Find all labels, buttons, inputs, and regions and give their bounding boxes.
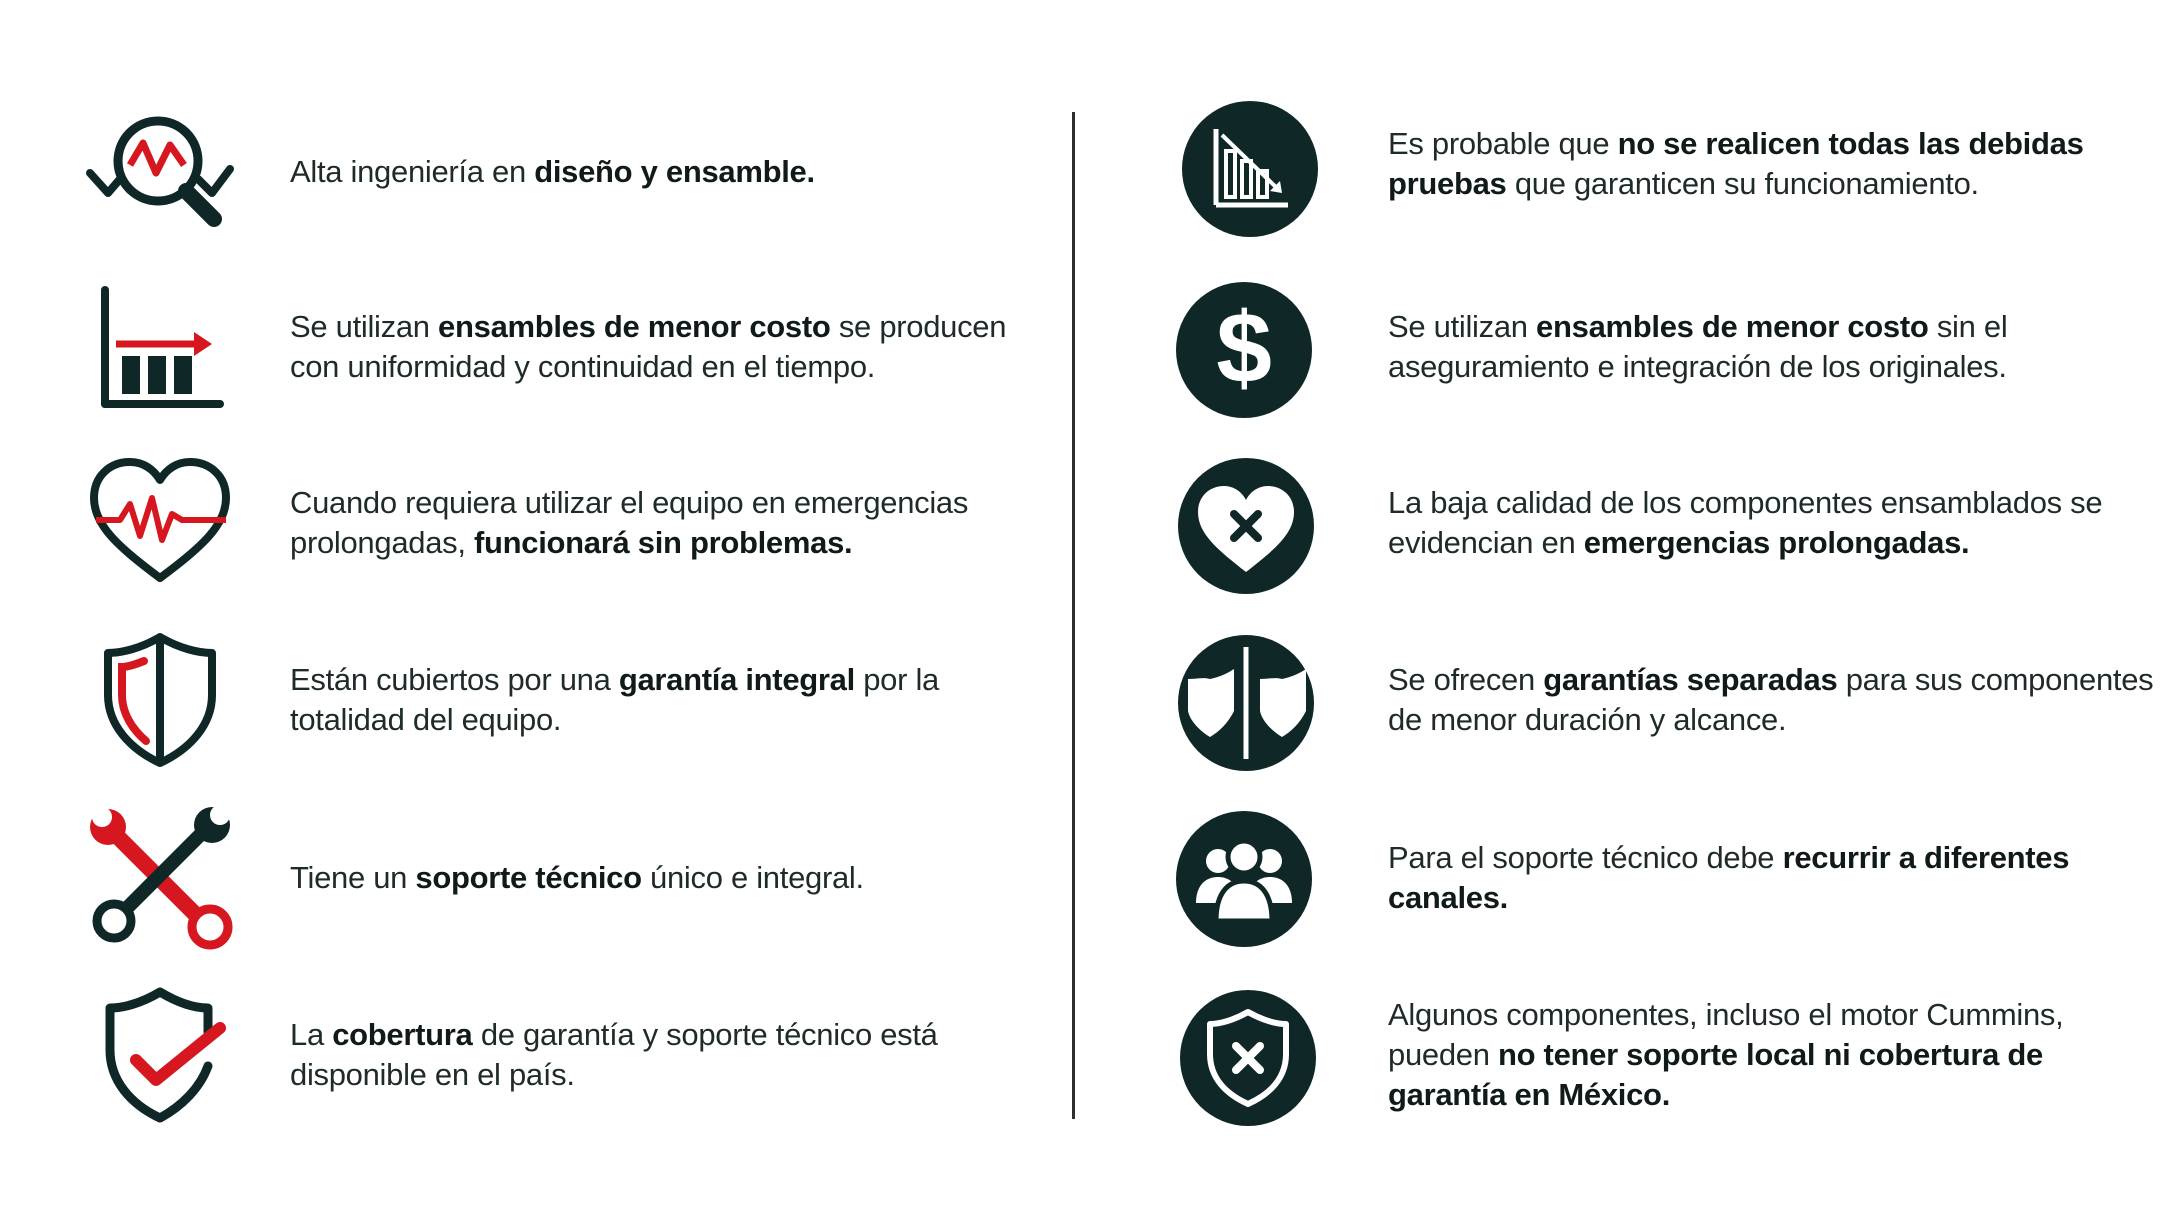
body-text: Para el soporte técnico debe: [1388, 840, 1783, 875]
risk-row-2: [1080, 272, 2167, 422]
risk-row-1: [1080, 95, 2167, 245]
benefit-row-3: [0, 448, 1070, 598]
bold-text: no tener soporte local ni cobertura de garantía en México.: [1388, 1037, 2043, 1112]
bar-chart-up-icon: [80, 272, 240, 422]
body-text: La baja calidad de los componentes ensamblados se evidencian en: [1388, 485, 2103, 560]
body-text: sin el aseguramiento e integración de los originales.: [1388, 309, 2008, 384]
body-text: Es probable que: [1388, 126, 1618, 161]
body-text: se producen con uniformidad y continuidad en el tiempo.: [290, 309, 1007, 384]
bold-text: garantía integral: [618, 662, 855, 697]
people-group-icon: [1170, 803, 1330, 953]
benefit-text: [290, 307, 1010, 387]
body-text: Se utilizan: [1388, 309, 1537, 344]
body-text: Algunos componentes, incluso el motor Cummins, pueden: [1388, 997, 2064, 1072]
right-column: [1080, 0, 2167, 1217]
wrench-tools-icon: [80, 803, 240, 953]
chart-down-icon: [1170, 95, 1330, 245]
body-text: para sus componentes de menor duración y alcance.: [1388, 662, 2154, 737]
body-text: Tiene un: [290, 860, 416, 895]
body-text: Se ofrecen: [1388, 662, 1544, 697]
benefit-text: [290, 1015, 1010, 1095]
shield-icon: [80, 625, 240, 775]
risk-row-6: [1080, 980, 2167, 1130]
risk-text: [1388, 483, 2158, 563]
body-text: de garantía y soporte técnico está disponible en el país.: [290, 1017, 938, 1092]
shield-x-icon: [1170, 980, 1330, 1130]
benefit-row-6: [0, 980, 1070, 1130]
benefit-row-5: [0, 803, 1070, 953]
bold-text: ensambles de menor costo: [438, 309, 831, 344]
risk-text: [1388, 838, 2158, 918]
heart-x-icon: [1170, 448, 1330, 598]
risk-text: [1388, 124, 2158, 204]
benefit-text: [290, 858, 1010, 898]
body-text: Se utilizan: [290, 309, 439, 344]
split-shields-icon: [1170, 625, 1330, 775]
benefit-row-4: [0, 625, 1070, 775]
benefit-row-2: [0, 272, 1070, 422]
column-divider: [1072, 112, 1075, 1119]
benefit-text: [290, 483, 1010, 563]
bold-text: no se realicen todas las debidas pruebas: [1388, 126, 2084, 201]
risk-text: [1388, 660, 2158, 740]
dollar-icon: [1170, 272, 1330, 422]
svg-text:$: $: [1216, 292, 1272, 404]
heart-pulse-icon: [80, 448, 240, 598]
bold-text: emergencias prolongadas.: [1583, 525, 1970, 560]
body-text: Están cubiertos por una: [290, 662, 619, 697]
bold-text: diseño y ensamble.: [534, 154, 815, 189]
body-text: Alta ingeniería en: [290, 154, 535, 189]
bold-text: ensambles de menor costo: [1536, 309, 1929, 344]
risk-text: [1388, 995, 2158, 1115]
benefit-text: [290, 152, 1010, 192]
risk-row-3: [1080, 448, 2167, 598]
bold-text: recurrir a diferentes canales.: [1388, 840, 2070, 915]
benefit-text: [290, 660, 1010, 740]
bold-text: cobertura: [332, 1017, 473, 1052]
benefit-row-1: [0, 95, 1070, 245]
magnifier-analysis-icon: [80, 95, 240, 245]
body-text: único e integral.: [641, 860, 864, 895]
body-text: que garanticen su funcionamiento.: [1506, 166, 1979, 201]
left-column: [0, 0, 1070, 1217]
risk-row-4: [1080, 625, 2167, 775]
bold-text: soporte técnico: [415, 860, 642, 895]
shield-check-icon: [80, 980, 240, 1130]
bold-text: garantías separadas: [1543, 662, 1838, 697]
risk-text: [1388, 307, 2158, 387]
body-text: por la totalidad del equipo.: [290, 662, 939, 737]
risk-row-5: [1080, 803, 2167, 953]
body-text: Cuando requiera utilizar el equipo en emergencias prolongadas,: [290, 485, 969, 560]
bold-text: funcionará sin problemas.: [473, 525, 853, 560]
body-text: La: [290, 1017, 333, 1052]
